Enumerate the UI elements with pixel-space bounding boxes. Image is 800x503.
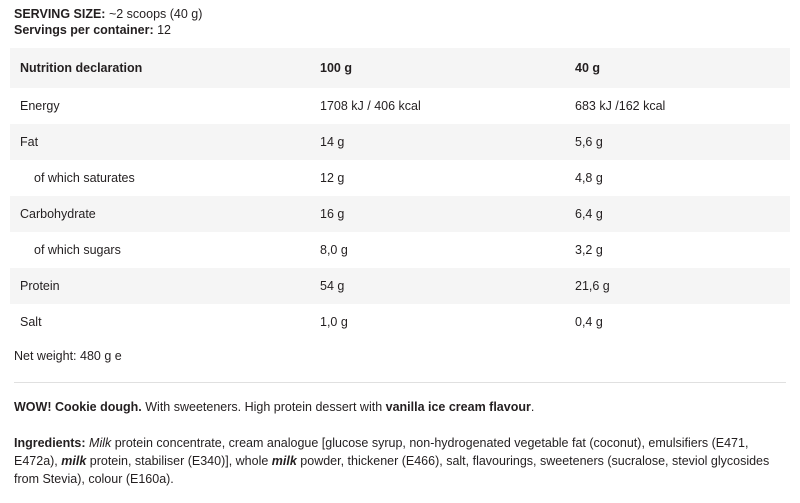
serving-info <box>10 0 790 46</box>
nutrient-value-per-100g: 16 g <box>310 196 565 232</box>
servings-per-container-line <box>14 22 786 38</box>
column-header-declaration: Nutrition declaration <box>10 48 310 88</box>
table-row <box>10 88 790 124</box>
ingredients-text-3: powder, thickener (E466), salt, flavourings, sweeteners (sucralose, steviol glycosides from Stevia), colour (E160a). <box>14 454 770 486</box>
nutrient-value-per-serving: 0,4 g <box>575 315 603 329</box>
servings-per-container-value: 12 <box>157 23 172 37</box>
column-header-per-serving: 40 g <box>565 48 790 88</box>
net-weight: Net weight: 480 g e <box>14 349 122 363</box>
nutrient-name: of which saturates <box>34 171 135 185</box>
table-row <box>10 304 790 340</box>
description-lead: WOW! Cookie dough. <box>14 400 142 414</box>
serving-size-label: SERVING SIZE: <box>14 7 106 21</box>
servings-per-container-label: Servings per container: <box>14 23 154 37</box>
nutrient-value-per-100g: 12 g <box>320 171 345 185</box>
table-row <box>10 124 790 160</box>
table-row <box>10 232 790 268</box>
nutrient-value-per-100g: 8,0 g <box>320 243 348 257</box>
nutrition-table-body <box>10 88 790 340</box>
table-row <box>10 160 790 196</box>
nutrition-table <box>10 48 790 340</box>
nutrient-value-per-serving: 5,6 g <box>565 124 790 160</box>
nutrition-table-head <box>10 48 790 88</box>
nutrient-value-per-serving: 683 kJ /162 kcal <box>575 99 666 113</box>
ingredients-milk-2: milk <box>61 454 87 468</box>
ingredients-text-1: protein concentrate, cream analogue [glucose syrup, non-hydrogenated vegetable fat (coconut), emulsifiers (E471, E472a), <box>14 436 749 468</box>
nutrient-name: Energy <box>20 99 60 113</box>
nutrient-value-per-serving: 4,8 g <box>575 171 603 185</box>
ingredients-text-2: protein, stabiliser (E340)], whole <box>86 454 272 468</box>
serving-size-line <box>14 6 786 22</box>
nutrient-name: Carbohydrate <box>10 196 310 232</box>
nutrient-value-per-100g: 14 g <box>310 124 565 160</box>
ingredients-list <box>10 416 790 488</box>
table-row <box>10 196 790 232</box>
description-middle: With sweeteners. High protein dessert with <box>141 400 386 414</box>
nutrient-value-per-serving: 21,6 g <box>565 268 790 304</box>
nutrient-name: Protein <box>10 268 310 304</box>
column-header-per-100g: 100 g <box>310 48 565 88</box>
ingredients-label: Ingredients: <box>14 436 86 450</box>
nutrient-value-per-100g: 54 g <box>310 268 565 304</box>
nutrient-name: Salt <box>20 315 42 329</box>
ingredients-milk-3: milk <box>271 454 297 468</box>
description-flavour: vanilla ice cream flavour <box>385 400 531 414</box>
product-description <box>10 383 790 416</box>
nutrient-value-per-100g: 1708 kJ / 406 kcal <box>320 99 421 113</box>
table-row <box>10 268 790 304</box>
nutrient-name: Fat <box>10 124 310 160</box>
description-end: . <box>530 400 535 414</box>
nutrient-value-per-100g: 1,0 g <box>320 315 348 329</box>
nutrient-name: of which sugars <box>34 243 121 257</box>
nutrient-value-per-serving: 3,2 g <box>575 243 603 257</box>
ingredients-milk-1: Milk <box>89 436 112 450</box>
serving-size-value: ~2 scoops (40 g) <box>108 7 203 21</box>
nutrient-value-per-serving: 6,4 g <box>565 196 790 232</box>
table-header-row <box>10 48 790 88</box>
